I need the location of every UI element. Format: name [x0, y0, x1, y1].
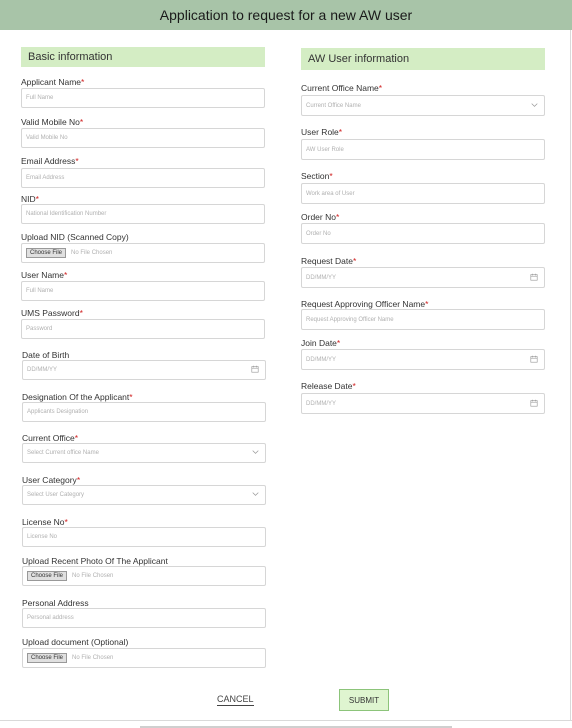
- mobile-label: Valid Mobile No*: [21, 117, 84, 127]
- join-date-placeholder: DD/MM/YY: [306, 356, 336, 363]
- office-name-label: Current Office Name*: [301, 83, 383, 93]
- nid-label: NID*: [21, 194, 39, 204]
- designation-placeholder: Applicants Designation: [27, 409, 89, 415]
- footer-divider: [0, 720, 572, 721]
- upload-photo-status: No File Chosen: [72, 573, 114, 579]
- upload-photo-choose-file-button[interactable]: Choose File: [27, 571, 67, 581]
- upload-nid-choose-file-button[interactable]: Choose File: [26, 248, 66, 258]
- ums-password-input[interactable]: [21, 319, 265, 339]
- user-name-placeholder: Full Name: [26, 288, 54, 294]
- office-name-select[interactable]: [301, 95, 545, 116]
- chevron-down-icon: [252, 450, 259, 457]
- upload-photo-field: [22, 566, 266, 586]
- approving-officer-label: Request Approving Officer Name*: [301, 299, 429, 309]
- nid-placeholder: National Identification Number: [26, 211, 107, 217]
- aw-user-information-title: AW User information: [308, 53, 410, 65]
- dob-input[interactable]: [22, 360, 266, 380]
- ums-password-label: UMS Password*: [21, 308, 83, 318]
- calendar-icon[interactable]: [251, 365, 259, 375]
- office-name-placeholder: Current Office Name: [306, 102, 361, 109]
- upload-document-label: Upload document (Optional): [22, 637, 129, 647]
- designation-input[interactable]: [22, 402, 266, 422]
- applicant-name-input[interactable]: [21, 88, 265, 108]
- user-name-input[interactable]: [21, 281, 265, 301]
- email-input[interactable]: [21, 168, 265, 188]
- designation-label: Designation Of the Applicant*: [22, 392, 133, 402]
- join-date-label: Join Date*: [301, 338, 341, 348]
- dob-placeholder: DD/MM/YY: [27, 367, 57, 373]
- license-input[interactable]: [22, 527, 266, 547]
- page-title: Application to request for a new AW user: [159, 7, 413, 23]
- request-date-input[interactable]: [301, 267, 545, 288]
- user-category-placeholder: Select User Category: [27, 492, 85, 498]
- page-header: [0, 0, 572, 30]
- user-category-label: User Category*: [22, 475, 81, 485]
- email-label: Email Address*: [21, 156, 79, 166]
- user-role-input[interactable]: [301, 139, 545, 160]
- release-date-label: Release Date*: [301, 381, 356, 391]
- applicant-name-placeholder: Full Name: [26, 95, 54, 101]
- approving-officer-placeholder: Request Approving Officer Name: [306, 316, 394, 323]
- calendar-icon[interactable]: [530, 355, 538, 365]
- personal-address-placeholder: Personal address: [27, 615, 74, 621]
- current-office-label: Current Office*: [22, 433, 79, 443]
- email-placeholder: Email Address: [26, 175, 65, 181]
- aw-user-information-heading: [301, 48, 545, 70]
- approving-officer-input[interactable]: [301, 309, 545, 330]
- upload-photo-label: Upload Recent Photo Of The Applicant: [22, 556, 168, 566]
- upload-nid-label: Upload NID (Scanned Copy): [21, 232, 129, 242]
- license-label: License No*: [22, 517, 68, 527]
- order-no-placeholder: Order No: [306, 230, 331, 237]
- section-label: Section*: [301, 171, 333, 181]
- user-role-placeholder: AW User Role: [306, 146, 344, 153]
- panel-border: [570, 30, 571, 720]
- basic-information-title: Basic information: [28, 51, 113, 63]
- cancel-button[interactable]: CANCEL: [217, 694, 254, 704]
- order-no-input[interactable]: [301, 223, 545, 244]
- order-no-label: Order No*: [301, 212, 340, 222]
- current-office-select[interactable]: [22, 443, 266, 463]
- personal-address-input[interactable]: [22, 608, 266, 628]
- upload-nid-field: [21, 243, 265, 263]
- nid-input[interactable]: [21, 204, 265, 224]
- personal-address-label: Personal Address: [22, 598, 89, 608]
- current-office-placeholder: Select Current office Name: [27, 450, 99, 456]
- user-name-label: User Name*: [21, 270, 68, 280]
- calendar-icon[interactable]: [530, 273, 538, 283]
- upload-document-field: [22, 648, 266, 668]
- dob-label: Date of Birth: [22, 350, 70, 360]
- chevron-down-icon: [531, 102, 538, 109]
- request-date-placeholder: DD/MM/YY: [306, 274, 336, 281]
- upload-document-status: No File Chosen: [72, 655, 114, 661]
- ums-password-placeholder: Password: [26, 326, 53, 332]
- upload-document-choose-file-button[interactable]: Choose File: [27, 653, 67, 663]
- release-date-placeholder: DD/MM/YY: [306, 400, 336, 407]
- join-date-input[interactable]: [301, 349, 545, 370]
- request-date-label: Request Date*: [301, 256, 357, 266]
- license-placeholder: License No: [27, 534, 58, 540]
- upload-nid-status: No File Chosen: [71, 250, 113, 256]
- user-category-select[interactable]: [22, 485, 266, 505]
- user-role-label: User Role*: [301, 127, 343, 137]
- mobile-input[interactable]: [21, 128, 265, 148]
- chevron-down-icon: [252, 492, 259, 499]
- section-placeholder: Work area of User: [306, 190, 355, 197]
- basic-information-heading: [21, 47, 265, 67]
- release-date-input[interactable]: [301, 393, 545, 414]
- submit-button[interactable]: SUBMIT: [339, 689, 389, 711]
- section-input[interactable]: [301, 183, 545, 204]
- applicant-name-label: Applicant Name*: [21, 77, 85, 87]
- calendar-icon[interactable]: [530, 399, 538, 409]
- mobile-placeholder: Valid Mobile No: [26, 135, 68, 141]
